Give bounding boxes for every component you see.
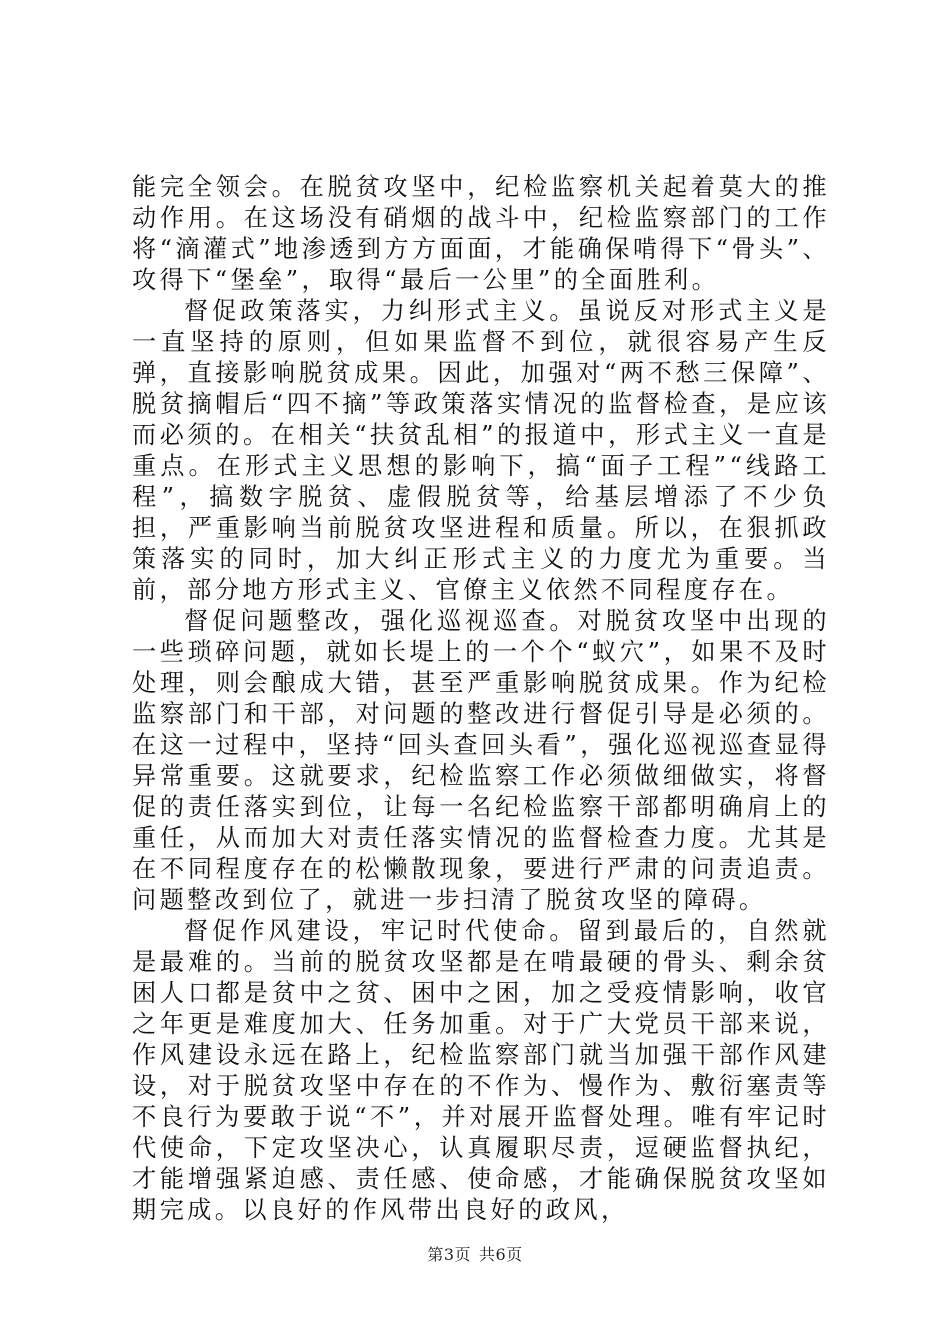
- body-text: [132, 172, 830, 1226]
- page-number: 第3页: [427, 1245, 471, 1264]
- paragraph-policy-implementation: 督促政策落实，力纠形式主义。虽说反对形式主义是一直坚持的原则，但如果监督不到位，就很容易产生反弹，直接影响脱贫成果。因此，加强对“两不愁三保障”、脱贫摘帽后“四不摘”等政策落实情况的监督检查，是应该而必须的。在相关“扶贫乱相”的报道中，形式主义一直是重点。在形式主义思想的影响下，搞“面子工程”“线路工程”，搞数字脱贫、虚假脱贫等，给基层增添了不少负担，严重影响当前脱贫攻坚进程和质量。所以，在狠抓政策落实的同时，加大纠正形式主义的力度尤为重要。当前，部分地方形式主义、官僚主义依然不同程度存在。: [132, 297, 830, 604]
- page-total: 共6页: [479, 1245, 523, 1264]
- paragraph-continuation: 能完全领会。在脱贫攻坚中，纪检监察机关起着莫大的推动作用。在这场没有硝烟的战斗中，纪检监察部门的工作将“滴灌式”地渗透到方方面面，才能确保啃得下“骨头”、攻得下“堡垒”，取得“最后一公里”的全面胜利。: [132, 173, 830, 294]
- page-footer: [0, 1245, 950, 1265]
- paragraph-problem-rectification: 督促问题整改，强化巡视巡查。对脱贫攻坚中出现的一些琐碎问题，就如长堤上的一个个“蚁穴”，如果不及时处理，则会酿成大错，甚至严重影响脱贫成果。作为纪检监察部门和干部，对问题的整改进行督促引导是必须的。在这一过程中，坚持“回头查回头看”，强化巡视巡查显得异常重要。这就要求，纪检监察工作必须做细做实，将督促的责任落实到位，让每一名纪检监察干部都明确肩上的重任，从而加大对责任落实情况的监督检查力度。尤其是在不同程度存在的松懒散现象，要进行严肃的问责追责。问题整改到位了，就进一步扫清了脱贫攻坚的障碍。: [132, 607, 830, 914]
- paragraph-work-style: 督促作风建设，牢记时代使命。留到最后的，自然就是最难的。当前的脱贫攻坚都是在啃最硬的骨头、剩余贫困人口都是贫中之贫、困中之困，加之受疫情影响，收官之年更是难度加大、任务加重。对于广大党员干部来说，作风建设永远在路上，纪检监察部门就当加强干部作风建设，对于脱贫攻坚中存在的不作为、慢作为、敷衍塞责等不良行为要敢于说“不”，并对展开监督处理。唯有牢记时代使命，下定攻坚决心，认真履职尽责，逗硬监督执纪，才能增强紧迫感、责任感、使命感，才能确保脱贫攻坚如期完成。以良好的作风带出良好的政风，: [132, 917, 830, 1224]
